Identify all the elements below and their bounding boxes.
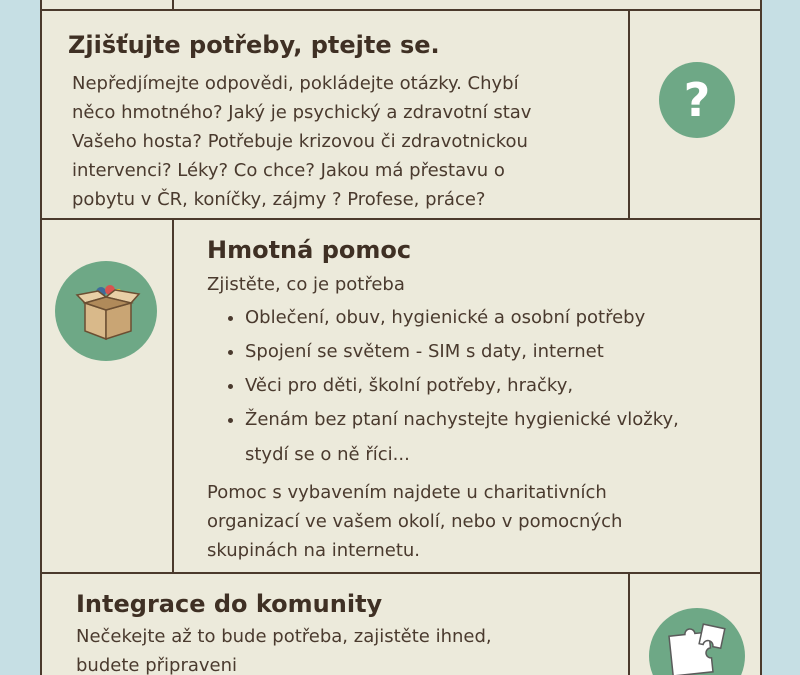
divider-horizontal-2 xyxy=(42,218,760,220)
puzzle-icon xyxy=(649,608,745,675)
divider-vertical-integration xyxy=(628,573,630,675)
list-item: • Ženám bez ptaní nachystejte hygienické vložky, xyxy=(245,403,762,437)
bullet-continuation: stydí se o ně říci... xyxy=(245,444,410,465)
list-item: • Spojení se světem - SIM s daty, internet xyxy=(245,335,762,369)
text-line: skupinách na internetu. xyxy=(207,540,421,561)
section-integration-text xyxy=(76,622,616,675)
puzzle-drawing xyxy=(649,608,745,675)
text-line: budete připraveni xyxy=(76,655,238,675)
text-line: intervenci? Léky? Co chce? Jakou má přestavu o xyxy=(72,160,505,181)
box-drawing xyxy=(55,261,157,361)
divider-vertical-material xyxy=(172,219,174,573)
text-line: organizací ve vašem okolí, nebo v pomocných xyxy=(207,511,623,532)
text-line: pobytu v ČR, koníčky, zájmy ? Profese, práce? xyxy=(72,189,486,210)
section-questions-text xyxy=(72,69,628,214)
text-line: Pomoc s vybavením najdete u charitativních xyxy=(207,482,607,503)
infographic-sheet xyxy=(40,0,762,675)
list-item: • Oblečení, obuv, hygienické a osobní potřeby xyxy=(245,301,762,335)
text-line: Vašeho hosta? Potřebuje krizovou či zdravotnickou xyxy=(72,131,528,152)
section-material-intro: Zjistěte, co je potřeba xyxy=(207,274,405,295)
section-questions-title: Zjišťujte potřeby, ptejte se. xyxy=(68,31,440,59)
list-item: • Věci pro děti, školní potřeby, hračky, xyxy=(245,369,762,403)
question-mark-icon: ? xyxy=(659,62,735,138)
box-icon xyxy=(55,261,157,361)
section-integration-title: Integrace do komunity xyxy=(76,590,383,618)
divider-horizontal-1 xyxy=(42,9,760,11)
text-line: něco hmotného? Jaký je psychický a zdravotní stav xyxy=(72,102,532,123)
text-line: Nečekejte až to bude potřeba, zajistěte ihned, xyxy=(76,626,492,647)
divider-vertical-questions xyxy=(628,10,630,220)
section-material-title: Hmotná pomoc xyxy=(207,236,412,264)
section-material-footer xyxy=(207,478,727,565)
material-needs-list xyxy=(207,301,762,437)
text-line: Nepředjímejte odpovědi, pokládejte otázky. Chybí xyxy=(72,73,519,94)
divider-horizontal-3 xyxy=(42,572,760,574)
